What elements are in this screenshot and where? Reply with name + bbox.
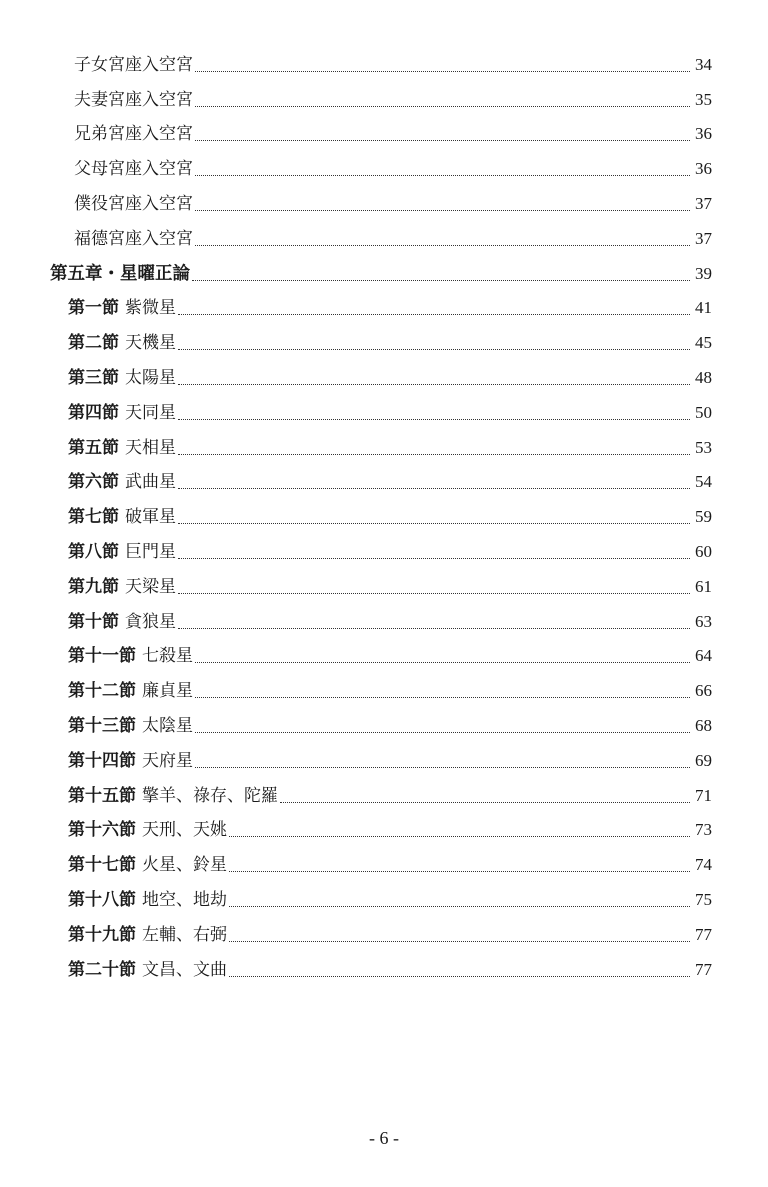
toc-page-number: 63 [695, 611, 712, 631]
dot-leader [178, 384, 690, 385]
toc-page-number: 60 [695, 541, 712, 561]
toc-page-number: 37 [695, 228, 712, 248]
section-number: 第十九節 [68, 924, 136, 945]
toc-page-number: 77 [695, 959, 712, 979]
toc-page-number: 61 [695, 576, 712, 596]
toc-section-entry [0, 423, 768, 458]
section-title: 貪狼星 [125, 611, 176, 632]
toc-section-entry [0, 910, 768, 945]
toc-page-number: 34 [695, 54, 712, 74]
toc-section-entry [0, 492, 768, 527]
dot-leader [195, 106, 690, 107]
dot-leader [178, 488, 690, 489]
section-title: 七殺星 [142, 646, 193, 667]
dot-leader [178, 349, 690, 350]
toc-page-number: 45 [695, 333, 712, 353]
section-number: 第十六節 [68, 820, 136, 841]
toc-page-number: 36 [695, 159, 712, 179]
toc-section-entry [0, 388, 768, 423]
section-title: 天刑、天姚 [142, 820, 227, 841]
toc-page-number: 50 [695, 402, 712, 422]
section-number: 第十四節 [68, 750, 136, 771]
section-title: 天府星 [142, 750, 193, 771]
dot-leader [192, 280, 690, 281]
toc-entry-title: 兄弟宮座入空宮 [74, 124, 193, 145]
toc-page-number: 77 [695, 924, 712, 944]
toc-section-entry [0, 458, 768, 493]
section-title: 天同星 [125, 402, 176, 423]
toc-section-entry [0, 597, 768, 632]
section-number: 第六節 [68, 472, 119, 493]
section-title: 文昌、文曲 [142, 959, 227, 980]
dot-leader [178, 314, 690, 315]
section-title: 太陽星 [125, 367, 176, 388]
toc-section-entry [0, 632, 768, 667]
toc-page-number: 48 [695, 367, 712, 387]
dot-leader [178, 593, 690, 594]
section-title: 太陰星 [142, 715, 193, 736]
section-title: 左輔、右弼 [142, 924, 227, 945]
section-title: 紫微星 [125, 298, 176, 319]
dot-leader [195, 732, 690, 733]
toc-page-number: 75 [695, 889, 712, 909]
section-number: 第二十節 [68, 959, 136, 980]
dot-leader [195, 767, 690, 768]
toc-page-number: 41 [695, 298, 712, 318]
toc-entry-title: 父母宮座入空宮 [74, 159, 193, 180]
dot-leader [178, 454, 690, 455]
toc-section-entry [0, 701, 768, 736]
toc-entry-title: 子女宮座入空宮 [74, 54, 193, 75]
toc-entry-title: 福德宮座入空宮 [74, 228, 193, 249]
toc-section-entry [0, 945, 768, 980]
section-title: 地空、地劫 [142, 889, 227, 910]
table-of-contents [0, 40, 768, 980]
section-number: 第一節 [68, 298, 119, 319]
section-number: 第十三節 [68, 715, 136, 736]
toc-page-number: 68 [695, 715, 712, 735]
section-title: 破軍星 [125, 507, 176, 528]
section-title: 武曲星 [125, 472, 176, 493]
toc-entry [0, 75, 768, 110]
dot-leader [229, 836, 690, 837]
toc-entry-title: 夫妻宮座入空宮 [74, 89, 193, 110]
toc-section-entry [0, 666, 768, 701]
toc-section-entry [0, 284, 768, 319]
section-number: 第十節 [68, 611, 119, 632]
toc-entry [0, 214, 768, 249]
toc-entry-title: 僕役宮座入空宮 [74, 193, 193, 214]
toc-page-number: 69 [695, 750, 712, 770]
section-number: 第八節 [68, 541, 119, 562]
dot-leader [195, 175, 690, 176]
dot-leader [195, 662, 690, 663]
dot-leader [178, 628, 690, 629]
section-title: 廉貞星 [142, 681, 193, 702]
section-number: 第七節 [68, 507, 119, 528]
toc-page-number: 66 [695, 681, 712, 701]
section-number: 第十五節 [68, 785, 136, 806]
section-title: 天梁星 [125, 576, 176, 597]
toc-page-number: 53 [695, 437, 712, 457]
toc-page-number: 36 [695, 124, 712, 144]
dot-leader [195, 697, 690, 698]
section-number: 第三節 [68, 367, 119, 388]
toc-page-number: 64 [695, 646, 712, 666]
toc-section-entry [0, 353, 768, 388]
section-number: 第二節 [68, 333, 119, 354]
toc-entry [0, 40, 768, 75]
toc-section-entry [0, 840, 768, 875]
dot-leader [195, 245, 690, 246]
section-number: 第十七節 [68, 855, 136, 876]
section-title: 擎羊、祿存、陀羅 [142, 785, 278, 806]
dot-leader [195, 210, 690, 211]
toc-page-number: 37 [695, 193, 712, 213]
section-number: 第九節 [68, 576, 119, 597]
toc-entry [0, 110, 768, 145]
toc-section-entry [0, 736, 768, 771]
toc-page-number: 74 [695, 855, 712, 875]
toc-section-entry [0, 771, 768, 806]
toc-page-number: 59 [695, 507, 712, 527]
toc-section-entry [0, 806, 768, 841]
section-number: 第十二節 [68, 681, 136, 702]
section-number: 第四節 [68, 402, 119, 423]
toc-section-entry [0, 318, 768, 353]
section-title: 天相星 [125, 437, 176, 458]
toc-section-entry [0, 527, 768, 562]
toc-page-number: 39 [695, 263, 712, 283]
page-footer-number: - 6 - [369, 1128, 399, 1148]
toc-chapter-entry [0, 249, 768, 284]
dot-leader [195, 140, 690, 141]
dot-leader [280, 802, 690, 803]
toc-entry [0, 144, 768, 179]
dot-leader [195, 71, 690, 72]
dot-leader [178, 558, 690, 559]
toc-page-number: 35 [695, 89, 712, 109]
toc-section-entry [0, 875, 768, 910]
dot-leader [229, 906, 690, 907]
dot-leader [178, 523, 690, 524]
section-number: 第十八節 [68, 889, 136, 910]
toc-page-number: 54 [695, 472, 712, 492]
section-title: 巨門星 [125, 541, 176, 562]
toc-page-number: 71 [695, 785, 712, 805]
dot-leader [229, 941, 690, 942]
section-title: 火星、鈴星 [142, 855, 227, 876]
section-number: 第五節 [68, 437, 119, 458]
toc-entry [0, 179, 768, 214]
dot-leader [229, 976, 690, 977]
dot-leader [229, 871, 690, 872]
section-number: 第十一節 [68, 646, 136, 667]
dot-leader [178, 419, 690, 420]
toc-chapter-title: 第五章・星曜正論 [50, 263, 190, 284]
toc-page-number: 73 [695, 820, 712, 840]
toc-section-entry [0, 562, 768, 597]
section-title: 天機星 [125, 333, 176, 354]
